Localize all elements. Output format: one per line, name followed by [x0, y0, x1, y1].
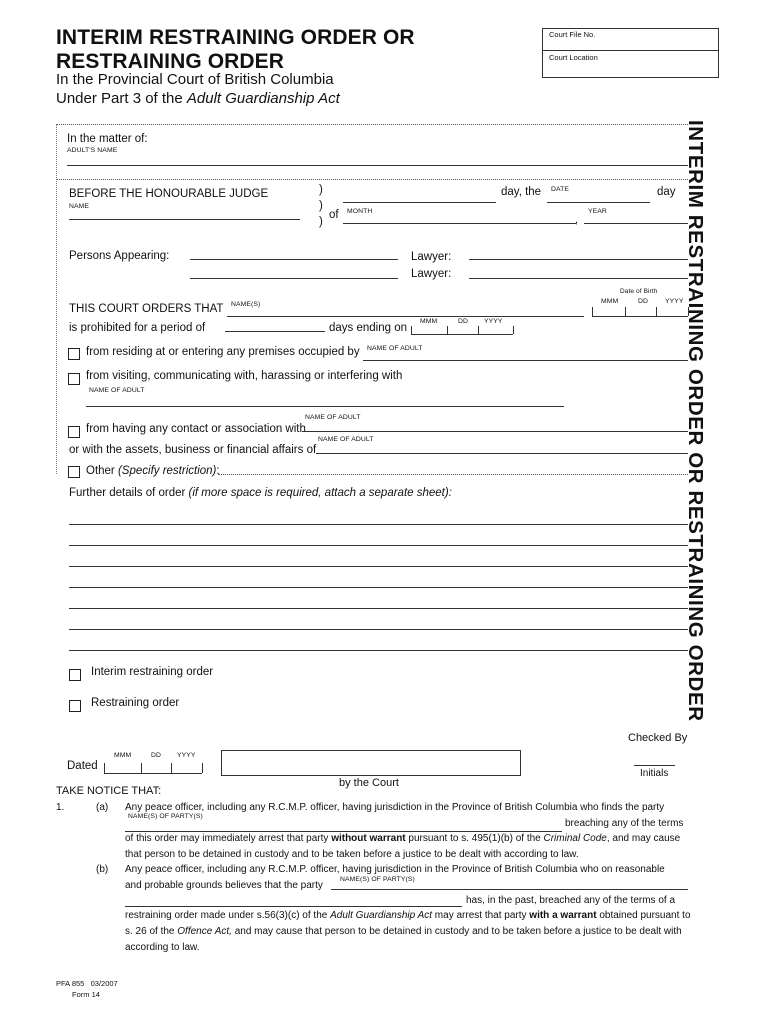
signature-box[interactable] — [221, 750, 521, 776]
other-label: Other (Specify restriction): — [86, 465, 220, 477]
visiting-checkbox[interactable] — [68, 373, 80, 385]
year-field[interactable] — [584, 223, 688, 224]
details-line[interactable] — [69, 524, 688, 525]
assets-label: or with the assets, business or financial affairs of — [69, 444, 317, 456]
matter-label: In the matter of: — [67, 133, 148, 145]
month-field[interactable] — [343, 223, 576, 224]
adult-name-field[interactable] — [67, 165, 688, 166]
days-ending-label: days ending on — [329, 322, 408, 334]
further-details-label: Further details of order (if more space is required, attach a separate sheet): — [69, 487, 452, 499]
details-line[interactable] — [69, 608, 688, 609]
residing-adult-field[interactable] — [363, 360, 688, 361]
judge-name-caption: NAME — [69, 203, 90, 210]
other-checkbox[interactable] — [68, 466, 80, 478]
details-line[interactable] — [69, 629, 688, 630]
judge-label: BEFORE THE HONOURABLE JUDGE — [69, 188, 269, 200]
notice-a-text: Any peace officer, including any R.C.M.P. officer, having jurisdiction in the Province of British Columbia who finds the party — [125, 802, 665, 813]
year-caption: YEAR — [588, 208, 607, 215]
initials-field[interactable] — [634, 765, 675, 766]
month-caption: MONTH — [347, 208, 373, 215]
notice-a-line3: of this order may immediately arrest that party without warrant pursuant to s. 495(1)(b) of the Criminal Code, and may cause — [125, 833, 681, 844]
court-orders-label: THIS COURT ORDERS THAT — [69, 303, 224, 315]
court-location-input[interactable] — [640, 53, 712, 73]
notice-b-line4: restraining order made under s.56(3)(c) of the Adult Guardianship Act may arrest that party with a warrant obtained pursuant to — [125, 910, 691, 921]
day-field[interactable] — [343, 202, 496, 203]
date-caption: DATE — [551, 186, 570, 193]
day-label: day — [657, 186, 676, 198]
judge-name-field[interactable] — [69, 219, 300, 220]
contact-adult-field[interactable] — [302, 431, 688, 432]
date-field[interactable] — [547, 202, 650, 203]
form-number: Form 14 — [72, 990, 100, 999]
dob-field[interactable] — [592, 316, 688, 317]
assets-adult-field[interactable] — [316, 453, 688, 454]
dated-field[interactable] — [104, 773, 202, 774]
notice-b-line5: s. 26 of the Offence Act, and may cause that person to be detained in custody and to be taken before a justice to be dealt with — [125, 926, 682, 937]
lawyer-label-1: Lawyer: — [411, 251, 452, 263]
person-field-1[interactable] — [190, 259, 398, 260]
restraining-order-checkbox[interactable] — [69, 700, 81, 712]
contact-label: from having any contact or association with — [86, 423, 306, 435]
details-line[interactable] — [69, 650, 688, 651]
visiting-adult-field[interactable] — [86, 406, 564, 407]
person-field-2[interactable] — [190, 278, 398, 279]
interim-order-label: Interim restraining order — [91, 666, 214, 678]
of-label: of — [329, 209, 339, 221]
persons-appearing-label: Persons Appearing: — [69, 250, 170, 262]
names-field[interactable] — [227, 316, 584, 317]
residing-label: from residing at or entering any premises occupied by — [86, 346, 360, 358]
form-code: PFA 855 03/2007 — [56, 979, 118, 988]
court-file-input[interactable] — [640, 30, 712, 46]
notice-b-party-field[interactable] — [331, 889, 688, 890]
period-field[interactable] — [225, 331, 325, 332]
court-file-label: Court File No. — [549, 30, 596, 39]
dated-label: Dated — [67, 760, 98, 772]
notice-a-party-field[interactable] — [125, 831, 562, 832]
adult-name-caption: ADULT'S NAME — [67, 147, 118, 154]
details-line[interactable] — [69, 545, 688, 546]
day-the-label: day, the — [501, 186, 542, 198]
restraining-order-label: Restraining order — [91, 697, 180, 709]
side-title: INTERIM RESTRAINING ORDER OR RESTRAINING ORDER — [684, 120, 707, 722]
lawyer-field-2[interactable] — [469, 278, 688, 279]
form-subtitle-court: In the Provincial Court of British Columbia — [56, 71, 334, 88]
visiting-label: from visiting, communicating with, harassing or interfering with — [86, 370, 403, 382]
take-notice-heading: TAKE NOTICE THAT: — [56, 785, 162, 797]
form-subtitle-act: Under Part 3 of the Adult Guardianship Act — [56, 90, 340, 107]
court-location-label: Court Location — [549, 53, 598, 62]
contact-checkbox[interactable] — [68, 426, 80, 438]
notice-b-text: Any peace officer, including any R.C.M.P. officer, having jurisdiction in the Province of British Columbia who on reasonable — [125, 864, 665, 875]
initials-label: Initials — [640, 768, 669, 779]
notice-b-party-field-2[interactable] — [125, 906, 462, 907]
form-title-line1: INTERIM RESTRAINING ORDER OR — [56, 26, 415, 49]
details-line[interactable] — [69, 587, 688, 588]
details-line[interactable] — [69, 566, 688, 567]
interim-order-checkbox[interactable] — [69, 669, 81, 681]
form-title-line2: RESTRAINING ORDER — [56, 50, 285, 73]
ending-date-field[interactable] — [411, 334, 513, 335]
lawyer-label-2: Lawyer: — [411, 268, 452, 280]
lawyer-field-1[interactable] — [469, 259, 688, 260]
other-field[interactable] — [218, 474, 688, 475]
dob-label: Date of Birth — [620, 288, 658, 295]
checked-by-label: Checked By — [628, 732, 688, 744]
by-the-court-label: by the Court — [339, 777, 399, 789]
residing-checkbox[interactable] — [68, 348, 80, 360]
names-caption: NAME(S) — [231, 301, 261, 308]
prohibited-label: is prohibited for a period of — [69, 322, 206, 334]
